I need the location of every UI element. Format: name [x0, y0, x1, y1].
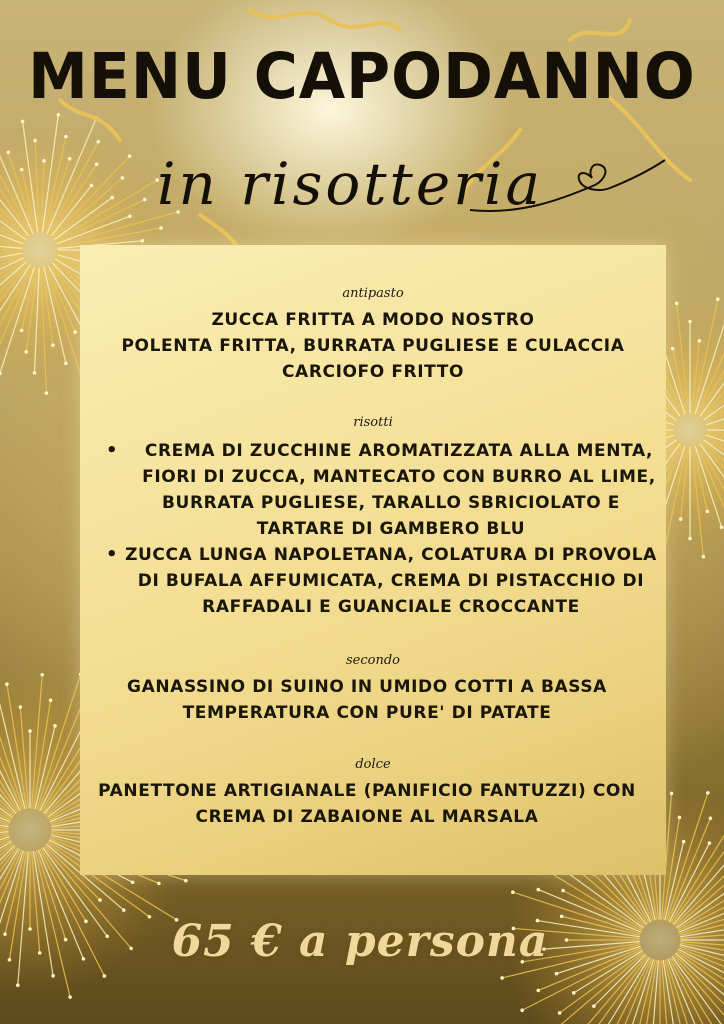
risotto-2-line-2: DI BUFALA AFFUMICATA, CREMA DI PISTACCHIO DI: [137, 571, 645, 591]
secondo-line-1: GANASSINO DI SUINO IN UMIDO COTTI A BASSA: [127, 677, 607, 697]
dolce-line-1: PANETTONE ARTIGIANALE (PANIFICIO FANTUZZI) CON: [98, 781, 636, 801]
section-label-antipasto: antipasto: [342, 286, 404, 301]
antipasto-line-1: ZUCCA FRITTA A MODO NOSTRO: [211, 310, 535, 330]
antipasto-line-3: CARCIOFO FRITTO: [281, 362, 465, 382]
page-subtitle: in risotteria: [156, 150, 544, 218]
section-label-secondo: secondo: [346, 653, 400, 668]
secondo-line-2: TEMPERATURA CON PURE' DI PATATE: [182, 703, 552, 723]
risotto-1-line-1: CREMA DI ZUCCHINE AROMATIZZATA ALLA MENTA,: [144, 441, 654, 461]
page-title: MENU CAPODANNO: [28, 40, 696, 114]
risotto-1-line-4: TARTARE DI GAMBERO BLU: [256, 519, 526, 539]
risotto-1-line-3: BURRATA PUGLIESE, TARALLO SBRICIOLATO E: [162, 493, 620, 513]
risotto-1-line-2: FIORI DI ZUCCA, MANTECATO CON BURRO AL LIME,: [142, 467, 656, 487]
risotto-2-line-1: ZUCCA LUNGA NAPOLETANA, COLATURA DI PROVOLA: [125, 545, 657, 565]
bullet-risotto-1: •: [106, 440, 118, 461]
risotto-2-line-3: RAFFADALI E GUANCIALE CROCCANTE: [202, 597, 580, 617]
menu-panel: [80, 245, 666, 875]
section-label-risotti: risotti: [353, 415, 393, 430]
section-label-dolce: dolce: [355, 757, 391, 772]
bullet-risotto-2: •: [106, 544, 118, 565]
dolce-line-2: CREMA DI ZABAIONE AL MARSALA: [195, 807, 539, 827]
antipasto-line-2: POLENTA FRITTA, BURRATA PUGLIESE E CULACCIA: [121, 336, 625, 356]
price-label: 65 € a persona: [171, 916, 549, 967]
